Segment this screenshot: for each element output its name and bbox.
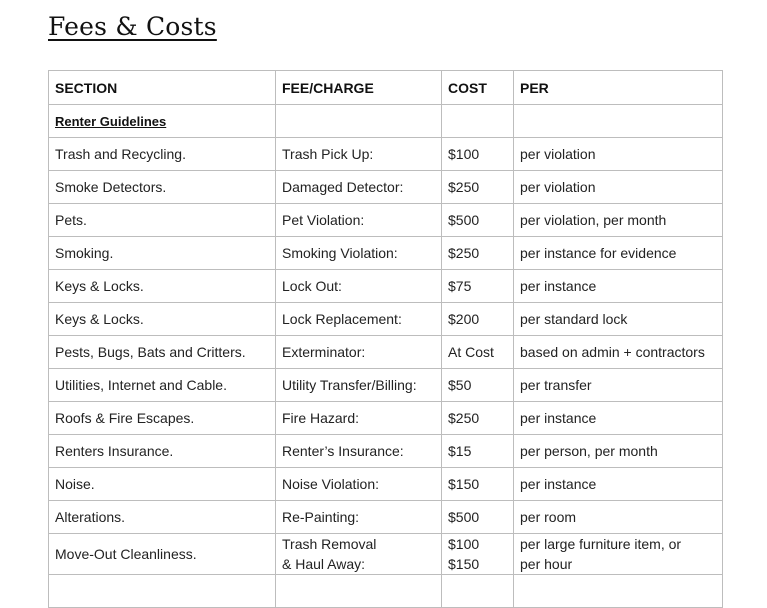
section-cell: Pets.: [49, 204, 276, 237]
header-cost: COST: [442, 71, 514, 105]
section-cell: [49, 534, 276, 575]
cost-cell: $250: [442, 402, 514, 435]
fee-cell: Utility Transfer/Billing:: [276, 369, 442, 402]
cost-cell: $150: [442, 468, 514, 501]
renter-guidelines-label: Renter Guidelines: [55, 114, 167, 129]
table-row: [49, 468, 723, 501]
fee-line-2: & Haul Away:: [282, 556, 366, 572]
cost-cell: $200: [442, 303, 514, 336]
per-cell: per instance: [514, 468, 723, 501]
table-row: [49, 138, 723, 171]
cost-cell: $50: [442, 369, 514, 402]
cost-line-2: $150: [448, 556, 480, 572]
section-cell: Renters Insurance.: [49, 435, 276, 468]
cost-cell: $100: [442, 138, 514, 171]
cost-cell: $15: [442, 435, 514, 468]
table-row: [49, 237, 723, 270]
fee-cell: Noise Violation:: [276, 468, 442, 501]
section-cell: Alterations.: [49, 501, 276, 534]
fee-cell: Renter’s Insurance:: [276, 435, 442, 468]
empty-cell: [442, 105, 514, 138]
cost-cell: $75: [442, 270, 514, 303]
per-cell: per standard lock: [514, 303, 723, 336]
section-cell: Roofs & Fire Escapes.: [49, 402, 276, 435]
per-cell: per violation: [514, 138, 723, 171]
table-row-moveout: [49, 534, 723, 575]
section-cell: Noise.: [49, 468, 276, 501]
per-cell: per transfer: [514, 369, 723, 402]
cost-cell: $250: [442, 237, 514, 270]
fee-line-1: Trash Removal: [282, 536, 377, 552]
cost-cell: $500: [442, 501, 514, 534]
fee-cell: Exterminator:: [276, 336, 442, 369]
header-section: SECTION: [49, 71, 276, 105]
section-cell: Trash and Recycling.: [49, 138, 276, 171]
section-text: Move-Out Cleanliness.: [55, 546, 197, 562]
fee-cell: Pet Violation:: [276, 204, 442, 237]
section-cell: Smoke Detectors.: [49, 171, 276, 204]
guidelines-row: [49, 105, 723, 138]
empty-cell: [442, 575, 514, 608]
guidelines-cell: [49, 105, 276, 138]
cost-cell: $250: [442, 171, 514, 204]
fee-cell: Fire Hazard:: [276, 402, 442, 435]
empty-cell: [276, 105, 442, 138]
header-fee-charge: FEE/CHARGE: [276, 71, 442, 105]
fees-table: [48, 70, 723, 608]
per-cell: per instance: [514, 402, 723, 435]
fee-cell: Smoking Violation:: [276, 237, 442, 270]
table-row: [49, 369, 723, 402]
section-cell: Pests, Bugs, Bats and Critters.: [49, 336, 276, 369]
empty-cell: [514, 105, 723, 138]
header-per: PER: [514, 71, 723, 105]
table-row: [49, 501, 723, 534]
page-title: Fees & Costs: [48, 12, 217, 41]
per-cell: per instance: [514, 270, 723, 303]
table-row: [49, 336, 723, 369]
table-row: [49, 402, 723, 435]
fee-cell: Damaged Detector:: [276, 171, 442, 204]
fee-cell: [276, 534, 442, 575]
cost-line-1: $100: [448, 536, 480, 552]
per-cell: per violation, per month: [514, 204, 723, 237]
table-row: [49, 270, 723, 303]
per-cell: per violation: [514, 171, 723, 204]
table-row: [49, 303, 723, 336]
per-line-1: per large furniture item, or: [520, 536, 682, 552]
empty-cell: [276, 575, 442, 608]
per-cell: per room: [514, 501, 723, 534]
empty-cell: [514, 575, 723, 608]
table-row: [49, 435, 723, 468]
table-header-row: [49, 71, 723, 105]
cost-cell: [442, 534, 514, 575]
cost-cell: $500: [442, 204, 514, 237]
table-row: [49, 204, 723, 237]
fee-cell: Trash Pick Up:: [276, 138, 442, 171]
cost-cell: At Cost: [442, 336, 514, 369]
per-line-2: per hour: [520, 556, 573, 572]
table-row-partial: [49, 575, 723, 608]
table-row: [49, 171, 723, 204]
section-cell: Utilities, Internet and Cable.: [49, 369, 276, 402]
section-cell: Keys & Locks.: [49, 303, 276, 336]
empty-cell: [49, 575, 276, 608]
fee-cell: Lock Replacement:: [276, 303, 442, 336]
per-cell: per person, per month: [514, 435, 723, 468]
section-cell: Keys & Locks.: [49, 270, 276, 303]
per-cell: based on admin + contractors: [514, 336, 723, 369]
fee-cell: Re-Painting:: [276, 501, 442, 534]
per-cell: per instance for evidence: [514, 237, 723, 270]
per-cell: [514, 534, 723, 575]
fee-cell: Lock Out:: [276, 270, 442, 303]
section-cell: Smoking.: [49, 237, 276, 270]
